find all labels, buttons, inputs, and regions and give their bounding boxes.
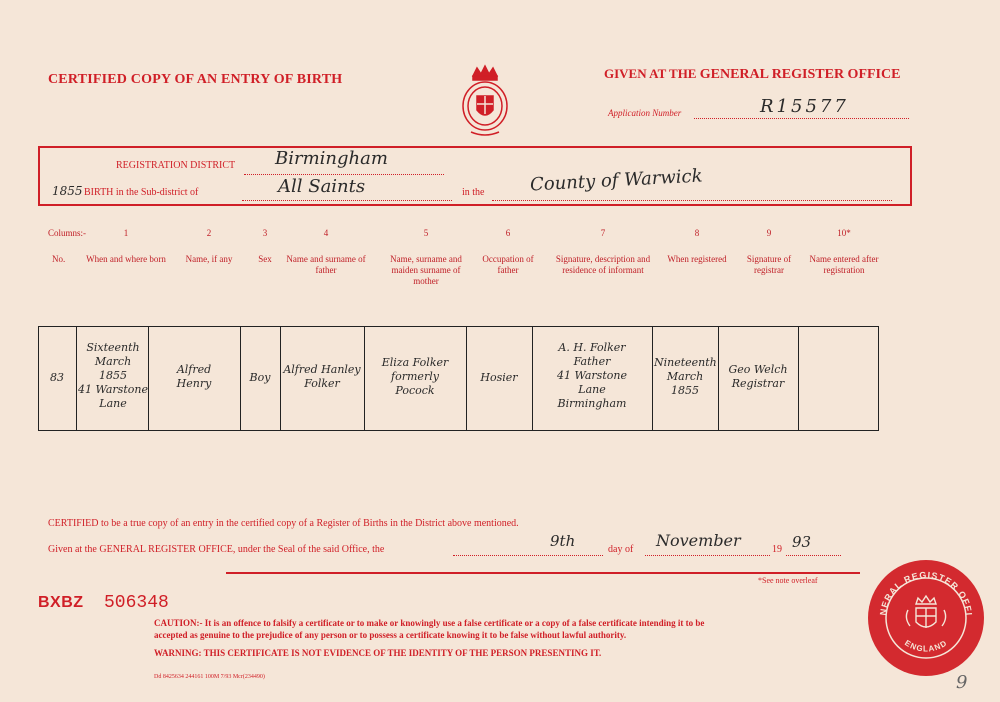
entry-line: Hosier xyxy=(480,370,518,384)
entry-line: Folker xyxy=(304,377,340,390)
entry-line: 41 Warstone xyxy=(78,382,148,396)
caution-line-1: CAUTION:- It is an offence to falsify a certificate or to make or knowingly use a false certificate or a copy of a false certificate intending it to be xyxy=(154,618,705,628)
royal-crest-icon xyxy=(455,62,515,140)
column-number: 5 xyxy=(423,228,429,238)
entry-line: Henry xyxy=(176,377,212,390)
columns-label: Columns:- xyxy=(48,228,87,238)
given-at-heading xyxy=(604,66,900,83)
certified-statement: CERTIFIED to be a true copy of an entry in the certified copy of a Register of Births in the District above mentioned. xyxy=(48,518,519,529)
entry-line: March xyxy=(94,354,132,368)
subdistrict-label: BIRTH in the Sub-district of xyxy=(84,187,199,198)
application-number-dotline xyxy=(694,118,909,119)
table-rule xyxy=(718,326,719,431)
table-rule xyxy=(38,326,39,431)
entry-line: Nineteenth xyxy=(654,355,717,369)
entry-line: Alfred xyxy=(176,363,212,376)
serial-number: 506348 xyxy=(104,593,169,613)
column-number: 9 xyxy=(766,228,772,238)
certification-month: November xyxy=(656,531,741,550)
certification-day: 9th xyxy=(550,532,576,550)
see-note-overleaf: *See note overleaf xyxy=(758,576,818,585)
table-rule xyxy=(240,326,241,431)
table-rule xyxy=(280,326,281,431)
entry-cell-name xyxy=(150,363,238,391)
subdistrict-value: All Saints xyxy=(278,176,366,197)
svg-text:ENGLAND xyxy=(903,638,949,653)
entry-line: Geo Welch xyxy=(728,363,788,376)
birth-year: 1855 xyxy=(52,184,83,198)
table-rule xyxy=(76,326,77,431)
application-number-label: Application Number xyxy=(608,108,682,118)
entry-cell-sex xyxy=(242,371,278,385)
entry-line: Pocock xyxy=(395,383,435,397)
certificate-title: CERTIFIED COPY OF AN ENTRY OF BIRTH xyxy=(48,72,343,87)
column-header: Name, surname and maiden surname of mother xyxy=(390,254,462,286)
entry-cell-no xyxy=(40,371,74,385)
entry-line: Birmingham xyxy=(557,396,627,410)
table-rule xyxy=(38,430,878,431)
entry-line: 83 xyxy=(50,370,64,384)
entry-line: Boy xyxy=(249,370,271,384)
column-header: No. xyxy=(52,254,66,264)
seal-emblem-icon xyxy=(868,560,984,676)
caution-line-2: accepted as genuine to the prejudice of any person or to possess a certificate knowing it to be false without lawful authority. xyxy=(154,630,627,640)
day-dotline xyxy=(453,555,603,556)
column-number: 3 xyxy=(262,228,268,238)
entry-line: Sixteenth xyxy=(86,340,140,354)
entry-line: March xyxy=(666,369,704,383)
application-number-value: R15577 xyxy=(760,96,849,117)
column-header: Name and surname of father xyxy=(286,254,366,275)
table-rule xyxy=(532,326,533,431)
entry-cell-informant xyxy=(534,341,650,411)
table-rule xyxy=(652,326,653,431)
serial-prefix: BXBZ xyxy=(38,594,84,611)
corner-mark: 9 xyxy=(956,672,968,693)
entry-line: Father xyxy=(573,354,611,368)
registration-district-value: Birmingham xyxy=(275,148,388,169)
seal-bottom-text: ENGLAND xyxy=(903,638,949,654)
column-header: When registered xyxy=(667,254,727,264)
table-rule xyxy=(798,326,799,431)
entry-line: A. H. Folker xyxy=(558,340,626,354)
table-rule xyxy=(466,326,467,431)
entry-line: Alfred Hanley xyxy=(283,363,361,376)
year-dotline xyxy=(786,555,841,556)
month-dotline xyxy=(645,555,770,556)
registration-district-label: REGISTRATION DISTRICT xyxy=(116,160,236,171)
given-prefix: GIVEN AT THE xyxy=(604,66,697,81)
in-the-label: in the xyxy=(462,187,485,198)
entry-cell-mother xyxy=(366,356,464,398)
day-of-label: day of xyxy=(608,544,634,555)
entry-cell-father xyxy=(282,363,362,391)
given-office: GENERAL REGISTER OFFICE xyxy=(699,67,901,82)
column-number: 8 xyxy=(694,228,700,238)
column-header: Signature of registrar xyxy=(746,254,792,275)
general-register-office-seal xyxy=(868,560,984,676)
entry-line: 1855 xyxy=(99,368,127,382)
column-number: 7 xyxy=(600,228,606,238)
entry-line: Lane xyxy=(578,382,606,396)
entry-line: Eliza Folker xyxy=(381,355,449,369)
county-value: County of Warwick xyxy=(529,165,704,196)
table-rule xyxy=(364,326,365,431)
entry-line: 41 Warstone xyxy=(557,368,627,382)
printer-code: Dd 8425634 244161 100M 7/93 Mcr(234490) xyxy=(154,674,265,680)
entry-line: Registrar xyxy=(731,377,785,390)
subdistrict-dotline xyxy=(242,200,452,201)
certification-year: 93 xyxy=(792,533,812,551)
column-number: 10* xyxy=(837,228,851,238)
column-header: Name entered after registration xyxy=(809,254,879,275)
column-number: 2 xyxy=(206,228,212,238)
entry-cell-registrar xyxy=(720,363,796,391)
entry-cell-registered xyxy=(654,356,716,398)
divider-rule xyxy=(226,572,860,574)
district-dotline xyxy=(244,174,444,175)
table-rule xyxy=(878,326,879,431)
table-rule xyxy=(148,326,149,431)
given-at-statement: Given at the GENERAL REGISTER OFFICE, under the Seal of the said Office, the xyxy=(48,544,385,555)
column-number: 4 xyxy=(323,228,329,238)
entry-line: Lane xyxy=(99,396,127,410)
column-header: Occupation of father xyxy=(482,254,534,275)
warning-line: WARNING: THIS CERTIFICATE IS NOT EVIDENCE OF THE IDENTITY OF THE PERSON PRESENTING IT. xyxy=(154,648,602,658)
county-dotline xyxy=(492,200,892,201)
column-header: Sex xyxy=(258,254,272,264)
table-rule xyxy=(38,326,878,327)
column-header: Name, if any xyxy=(185,254,233,264)
year-prefix: 19 xyxy=(772,544,782,555)
entry-cell-when-where xyxy=(78,341,148,411)
seal-top-text: NERAL REGISTER OFFI xyxy=(877,569,974,617)
column-number: 6 xyxy=(505,228,511,238)
entry-line: formerly xyxy=(391,369,439,383)
entry-cell-occupation xyxy=(468,371,530,385)
column-header: Signature, description and residence of informant xyxy=(555,254,651,275)
column-header: When and where born xyxy=(86,254,166,264)
entry-line: 1855 xyxy=(671,383,699,397)
column-number: 1 xyxy=(123,228,129,238)
